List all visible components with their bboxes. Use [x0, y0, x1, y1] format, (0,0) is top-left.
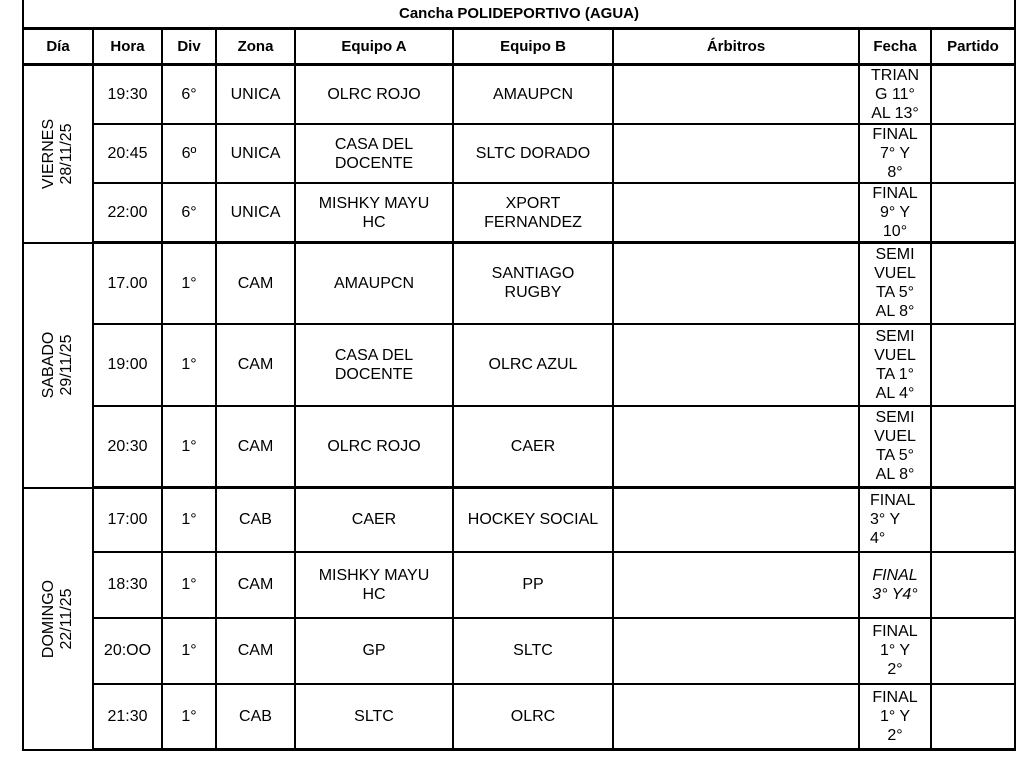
equipo-a-cell: AMAUPCN — [295, 243, 453, 324]
day-date: 29/11/25 — [58, 334, 75, 396]
title-row — [23, 0, 1015, 29]
fecha-cell: FINAL 9° Y 10° — [859, 183, 931, 243]
table-row — [23, 684, 1015, 750]
header-fecha: Fecha — [859, 29, 931, 65]
hora-cell: 19:30 — [93, 65, 162, 125]
arbitros-cell — [613, 684, 859, 750]
fecha-cell: SEMI VUEL TA 5° AL 8° — [859, 243, 931, 324]
div-cell: 6° — [162, 65, 216, 125]
table-title: Cancha POLIDEPORTIVO (AGUA) — [23, 0, 1015, 29]
partido-cell — [931, 124, 1015, 183]
partido-cell — [931, 488, 1015, 552]
schedule-table — [22, 0, 1016, 751]
arbitros-cell — [613, 65, 859, 125]
arbitros-cell — [613, 406, 859, 488]
hora-cell: 20:30 — [93, 406, 162, 488]
header-zona: Zona — [216, 29, 295, 65]
arbitros-cell — [613, 243, 859, 324]
day-name: VIERNES — [40, 118, 57, 189]
header-arbitros: Árbitros — [613, 29, 859, 65]
fecha-cell: FINAL 1° Y 2° — [859, 618, 931, 684]
equipo-b-cell: CAER — [453, 406, 613, 488]
zona-cell: UNICA — [216, 124, 295, 183]
day-date: 28/11/25 — [58, 123, 75, 185]
arbitros-cell — [613, 488, 859, 552]
header-equipo-b: Equipo B — [453, 29, 613, 65]
equipo-a-cell: CASA DEL DOCENTE — [295, 124, 453, 183]
partido-cell — [931, 618, 1015, 684]
div-cell: 6º — [162, 124, 216, 183]
zona-cell: CAM — [216, 324, 295, 406]
partido-cell — [931, 324, 1015, 406]
equipo-a-cell: SLTC — [295, 684, 453, 750]
zona-cell: CAM — [216, 552, 295, 618]
table-row — [23, 124, 1015, 183]
zona-cell: CAM — [216, 243, 295, 324]
equipo-b-cell: SANTIAGO RUGBY — [453, 243, 613, 324]
header-partido: Partido — [931, 29, 1015, 65]
zona-cell: CAB — [216, 684, 295, 750]
table-row — [23, 406, 1015, 488]
partido-cell — [931, 406, 1015, 488]
equipo-a-cell: MISHKY MAYU HC — [295, 183, 453, 243]
table-row — [23, 65, 1015, 125]
equipo-b-cell: SLTC — [453, 618, 613, 684]
equipo-b-cell: HOCKEY SOCIAL — [453, 488, 613, 552]
equipo-b-cell: AMAUPCN — [453, 65, 613, 125]
equipo-b-cell: PP — [453, 552, 613, 618]
partido-cell — [931, 552, 1015, 618]
table-row — [23, 183, 1015, 243]
header-row — [23, 29, 1015, 65]
zona-cell: CAM — [216, 406, 295, 488]
arbitros-cell — [613, 552, 859, 618]
fecha-cell: FINAL 3° Y4° — [859, 552, 931, 618]
equipo-a-cell: CAER — [295, 488, 453, 552]
partido-cell — [931, 243, 1015, 324]
equipo-b-cell: OLRC AZUL — [453, 324, 613, 406]
equipo-b-cell: OLRC — [453, 684, 613, 750]
div-cell: 1° — [162, 488, 216, 552]
arbitros-cell — [613, 124, 859, 183]
equipo-b-cell: XPORT FERNANDEZ — [453, 183, 613, 243]
hora-cell: 17:00 — [93, 488, 162, 552]
arbitros-cell — [613, 324, 859, 406]
fecha-cell: TRIAN G 11° AL 13° — [859, 65, 931, 125]
hora-cell: 20:OO — [93, 618, 162, 684]
equipo-a-cell: GP — [295, 618, 453, 684]
equipo-a-cell: CASA DEL DOCENTE — [295, 324, 453, 406]
arbitros-cell — [613, 183, 859, 243]
arbitros-cell — [613, 618, 859, 684]
div-cell: 1° — [162, 684, 216, 750]
table-row — [23, 618, 1015, 684]
day-name: SABADO — [40, 331, 57, 399]
hora-cell: 19:00 — [93, 324, 162, 406]
partido-cell — [931, 684, 1015, 750]
hora-cell: 17.00 — [93, 243, 162, 324]
zona-cell: UNICA — [216, 183, 295, 243]
header-equipo-a: Equipo A — [295, 29, 453, 65]
day-cell-domingo — [23, 488, 93, 750]
div-cell: 1° — [162, 406, 216, 488]
hora-cell: 21:30 — [93, 684, 162, 750]
fecha-cell: FINAL 7° Y 8° — [859, 124, 931, 183]
table-row — [23, 324, 1015, 406]
zona-cell: CAM — [216, 618, 295, 684]
table-row — [23, 552, 1015, 618]
header-dia: Día — [23, 29, 93, 65]
div-cell: 1° — [162, 552, 216, 618]
hora-cell: 20:45 — [93, 124, 162, 183]
div-cell: 1° — [162, 243, 216, 324]
day-date: 22/11/25 — [58, 587, 75, 650]
table-row — [23, 243, 1015, 324]
zona-cell: CAB — [216, 488, 295, 552]
fecha-cell: SEMI VUEL TA 1° AL 4° — [859, 324, 931, 406]
fecha-cell: SEMI VUEL TA 5° AL 8° — [859, 406, 931, 488]
zona-cell: UNICA — [216, 65, 295, 125]
hora-cell: 22:00 — [93, 183, 162, 243]
equipo-b-cell: SLTC DORADO — [453, 124, 613, 183]
header-div: Div — [162, 29, 216, 65]
table-row — [23, 488, 1015, 552]
equipo-a-cell: OLRC ROJO — [295, 65, 453, 125]
header-hora: Hora — [93, 29, 162, 65]
partido-cell — [931, 65, 1015, 125]
equipo-a-cell: MISHKY MAYU HC — [295, 552, 453, 618]
div-cell: 1° — [162, 324, 216, 406]
div-cell: 6° — [162, 183, 216, 243]
partido-cell — [931, 183, 1015, 243]
div-cell: 1° — [162, 618, 216, 684]
hora-cell: 18:30 — [93, 552, 162, 618]
equipo-a-cell: OLRC ROJO — [295, 406, 453, 488]
fecha-cell: FINAL 3° Y 4° — [859, 488, 931, 552]
day-name: DOMINGO — [40, 579, 57, 658]
day-cell-viernes — [23, 65, 93, 243]
fecha-cell: FINAL 1° Y 2° — [859, 684, 931, 750]
day-cell-sabado — [23, 243, 93, 488]
